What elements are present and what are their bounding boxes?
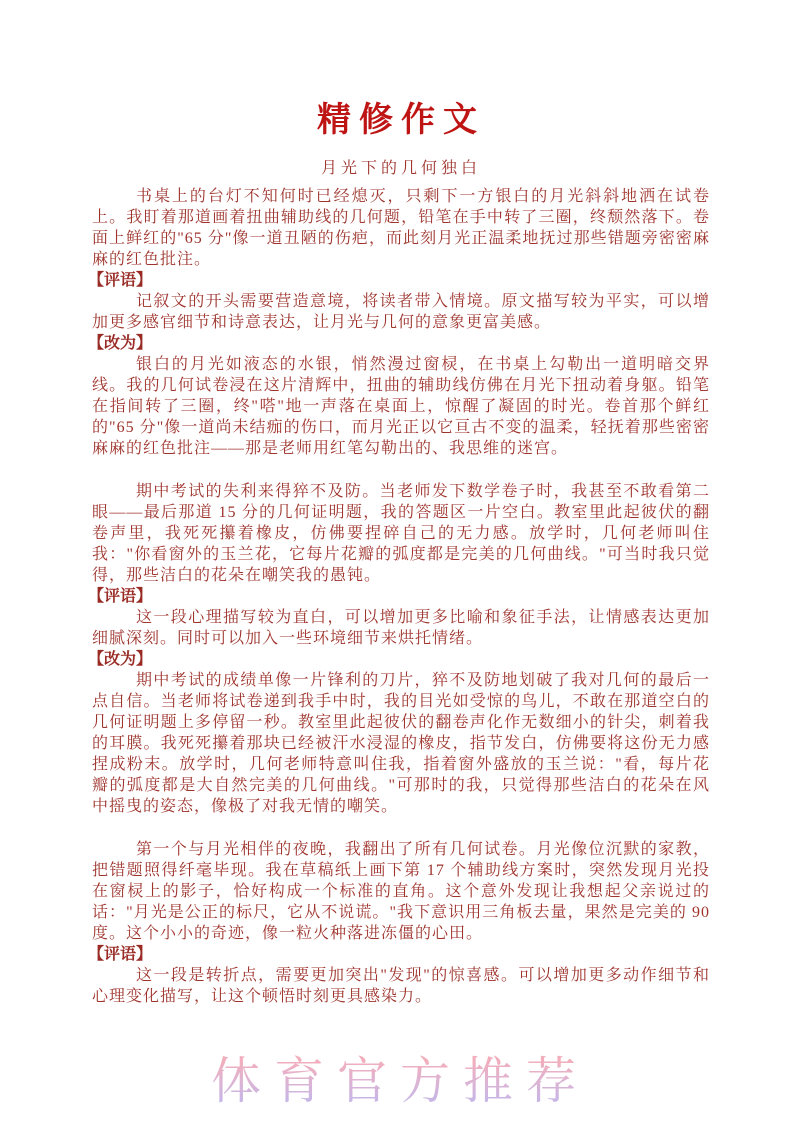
watermark-text: 体育官方推荐 [0,1050,800,1112]
comment-text-2: 这一段心理描写较为直白，可以增加更多比喻和象征手法，让情感表达更加细腻深刻。同时可以加入一些环境细节来烘托情绪。 [92,609,710,647]
revise-label-2: 【改为】 [88,651,153,668]
comment-label-3: 【评语】 [88,946,153,963]
revise-label-1: 【改为】 [88,335,153,352]
comment-text-1: 记叙文的开头需要营造意境，将读者带入情境。原文描写较为平实，可以增加更多感官细节和诗意表达，让月光与几何的意象更富美感。 [92,293,710,331]
original-paragraph-3: 第一个与月光相伴的夜晚，我翻出了所有几何试卷。月光像位沉默的家教，把错题照得纤毫毕现。我在草稿纸上画下第 17 个辅助线方案时，突然发现月光投在窗棂上的影子，恰好构成一个标准的直角。这个意外发现让我想起父亲说过的话："月光是公正的标尺，它从不说谎。"我下意识用三角板去量，果然是完美的 90 度。这个小小的奇迹，像一粒火种落进冻僵的心田。 [92,841,710,942]
essay-title: 月光下的几何独白 [320,160,481,177]
original-paragraph-2: 期中考试的失利来得猝不及防。当老师发下数学卷子时，我甚至不敢看第二眼——最后那道 15 分的几何证明题，我的答题区一片空白。教室里此起彼伏的翻卷声里，我死死攥着橡皮，仿佛要捏碎自己的无力感。放学时，几何老师叫住我："你看窗外的玉兰花，它每片花瓣的弧度都是完美的几何曲线。"可当时我只觉得，那些洁白的花朵在嘲笑我的愚钝。 [92,483,710,584]
revision-text-1: 银白的月光如液态的水银，悄然漫过窗棂，在书桌上勾勒出一道明暗交界线。我的几何试卷浸在这片清辉中，扭曲的辅助线仿佛在月光下扭动着身躯。铅笔在指间转了三圈，终"嗒"地一声落在桌面上，惊醒了凝固的时光。卷首那个鲜红的"65 分"像一道尚未结痂的伤口，而月光正以它亘古不变的温柔，轻抚着那些密密麻麻的红色批注——那是老师用红笔勾勒出的、我思维的迷宫。 [92,356,710,457]
original-paragraph-1: 书桌上的台灯不知何时已经熄灭，只剩下一方银白的月光斜斜地洒在试卷上。我盯着那道画着扭曲辅助线的几何题，铅笔在手中转了三圈，终颓然落下。卷面上鲜红的"65 分"像一道丑陋的伤疤，而此刻月光正温柔地抚过那些错题旁密密麻麻的红色批注。 [92,188,710,268]
revision-text-2: 期中考试的成绩单像一片锋利的刀片，猝不及防地划破了我对几何的最后一点自信。当老师将试卷递到我手中时，我的目光如受惊的鸟儿，不敢在那道空白的几何证明题上多停留一秒。教室里此起彼伏的翻卷声化作无数细小的针尖，刺着我的耳膜。我死死攥着那块已经被汗水浸湿的橡皮，指节发白，仿佛要将这份无力感捏成粉末。放学时，几何老师特意叫住我，指着窗外盛放的玉兰说："看，每片花瓣的弧度都是大自然完美的几何曲线。"可那时的我，只觉得那些洁白的花朵在风中摇曳的姿态，像极了对我无情的嘲笑。 [92,672,710,815]
comment-label-1: 【评语】 [88,272,153,289]
page-title: 精修作文 [317,102,485,139]
comment-text-3: 这一段是转折点，需要更加突出"发现"的惊喜感。可以增加更多动作细节和心理变化描写，让这个顿悟时刻更具感染力。 [92,967,710,1005]
comment-label-2: 【评语】 [88,588,153,605]
